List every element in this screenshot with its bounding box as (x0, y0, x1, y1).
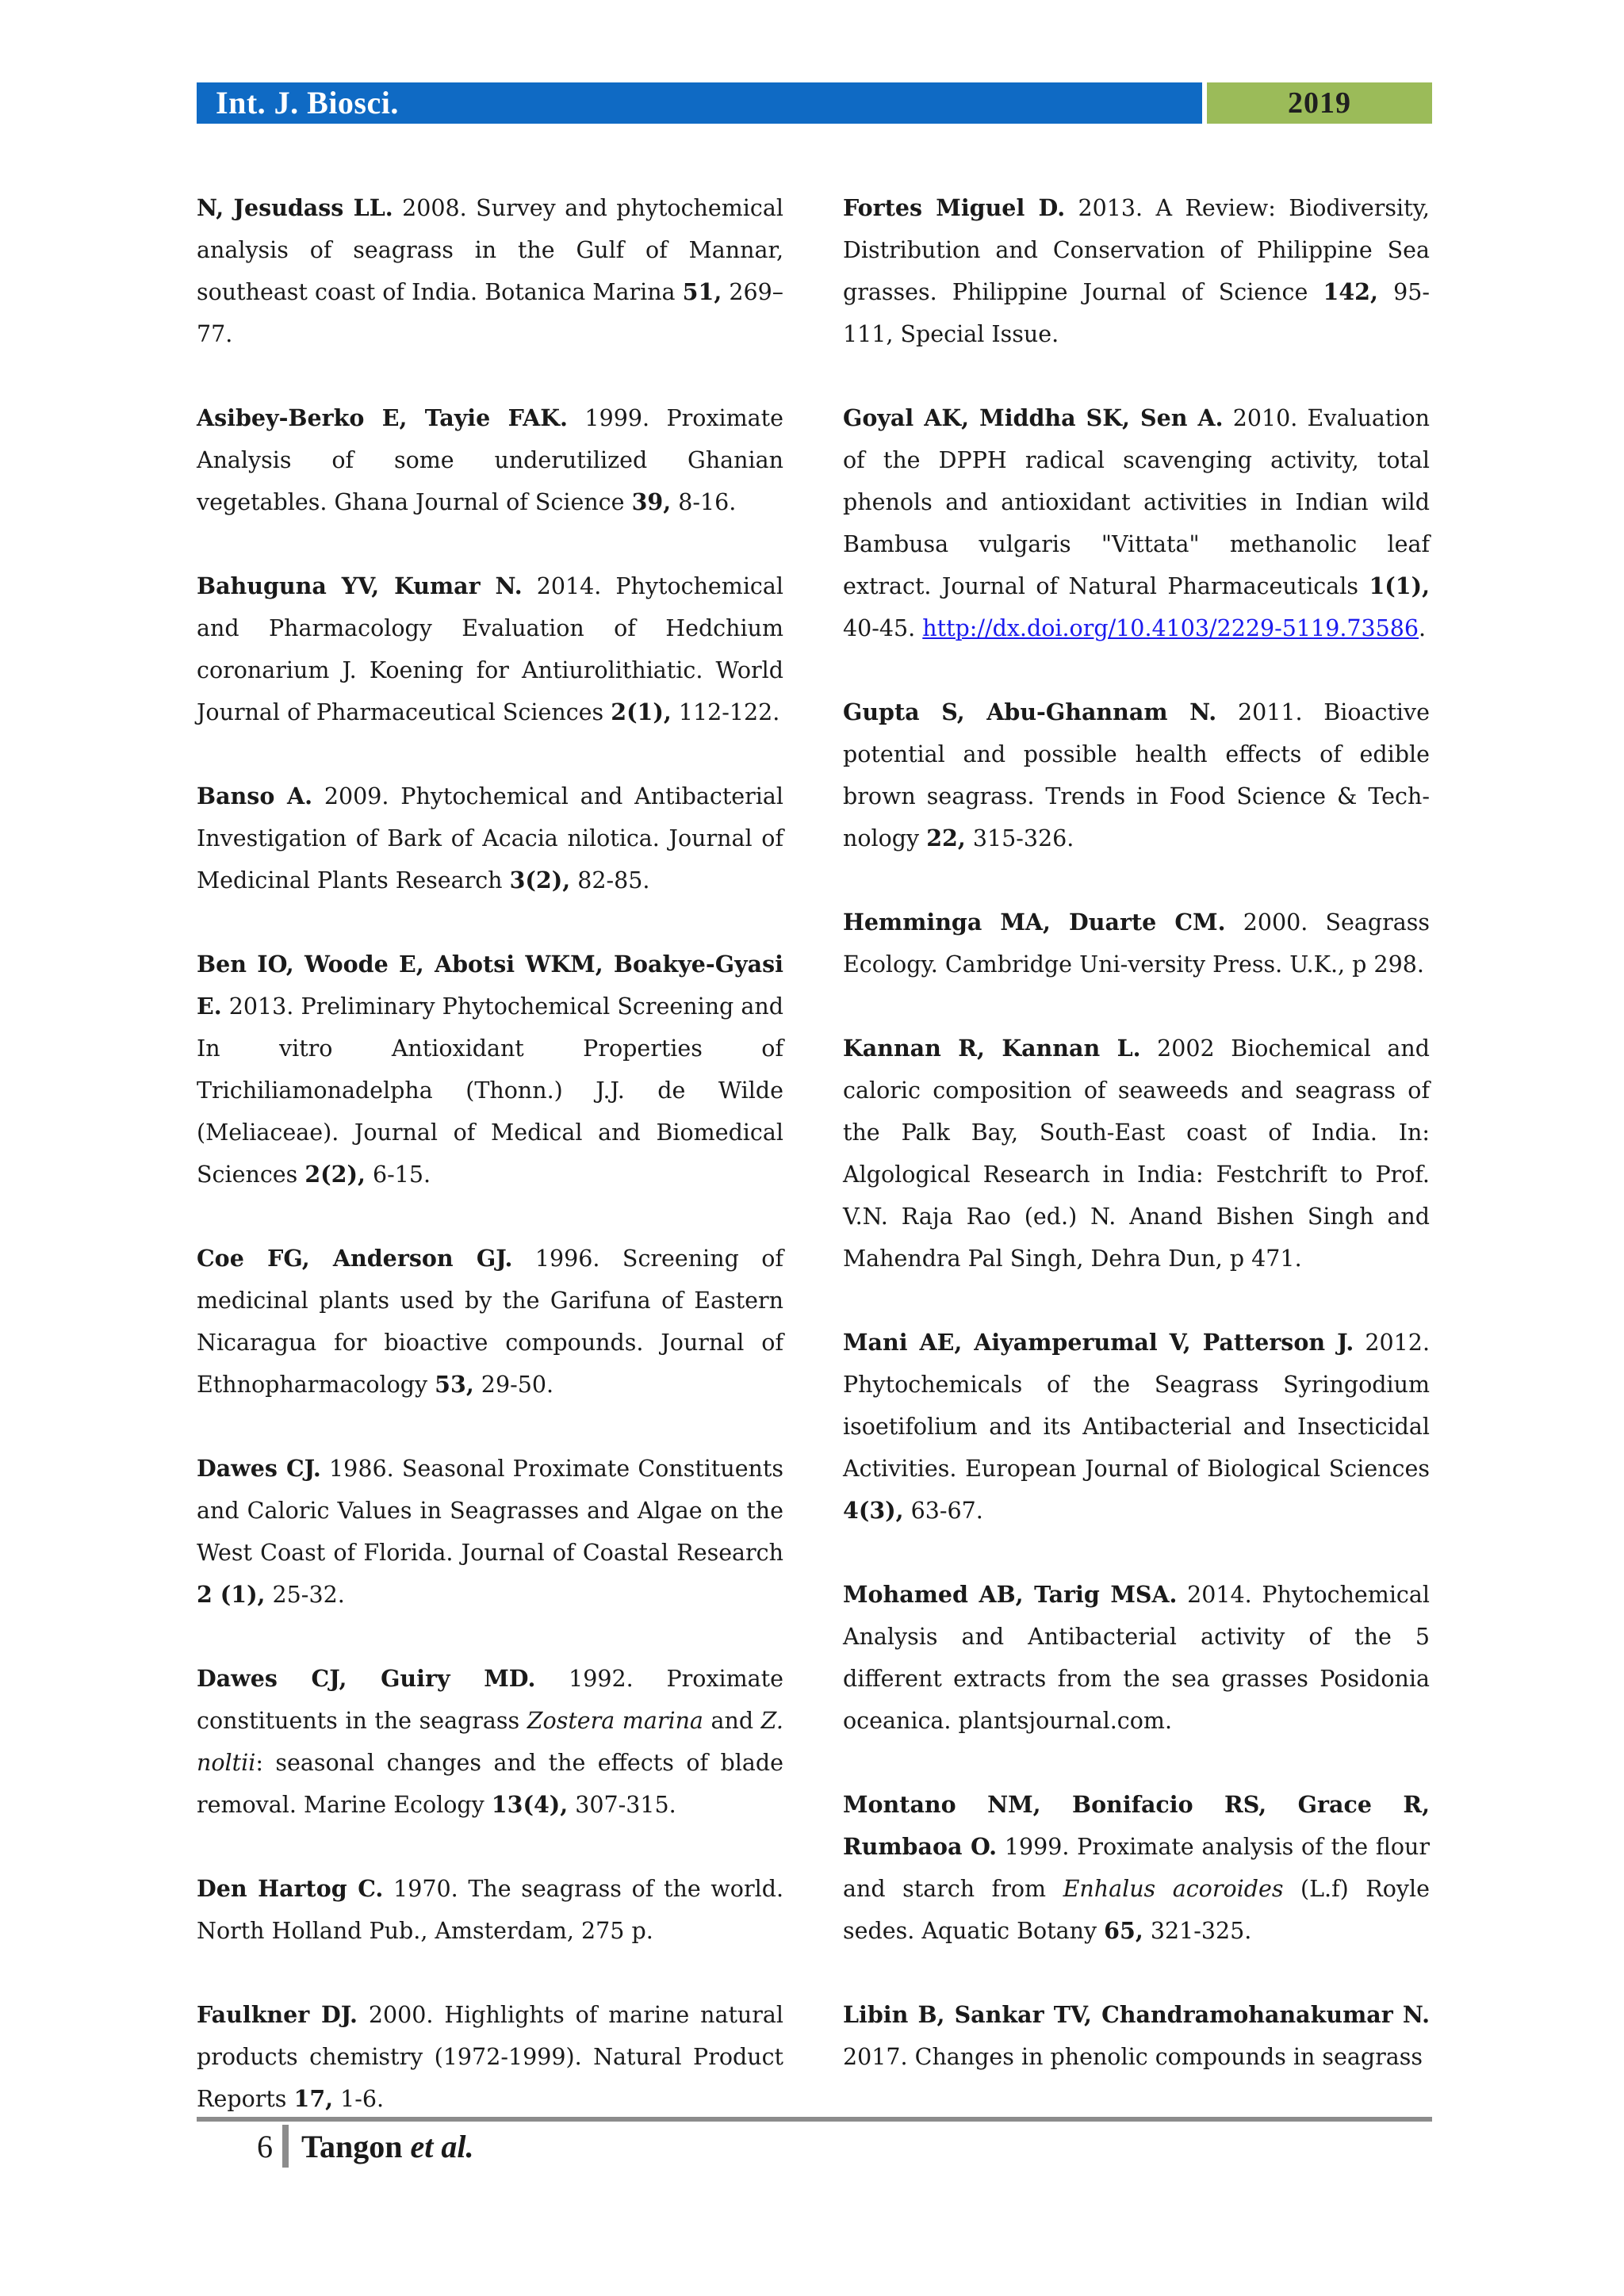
reference-text: . (1419, 615, 1427, 641)
reference-authors: 2 (1), (197, 1581, 266, 1608)
reference-fortes (843, 187, 1430, 355)
reference-authors: Mani AE, Aiyamperumal V, Patterson J. (843, 1329, 1354, 1356)
reference-text: 1970. The seagrass of the world. North Holland Pub., Amsterdam, 275 p. (197, 1876, 784, 1944)
reference-text: 8-16. (671, 489, 737, 515)
references-right-column (843, 187, 1430, 2120)
reference-authors: Montano NM, Bonifacio RS, Grace R, Rumbaoa O. (843, 1791, 1430, 1860)
reference-text: 1986. Seasonal Proximate Constituents and Caloric Values in Seagrasses and Algae on the West Coast of Florida. Journal of Coastal Research (197, 1456, 783, 1566)
reference-text: 307-315. (568, 1792, 676, 1818)
reference-authors: Coe FG, Anderson GJ. (197, 1245, 513, 1272)
reference-text: 2014. Phytochemical and Pharmacology Evaluation of Hedchium coronarium J. Koening for Antiurolithiatic. World Journal of Pharmaceutical Sciences (197, 573, 783, 725)
journal-header (197, 82, 1432, 124)
reference-text: 112-122. (671, 699, 780, 725)
reference-authors: Bahuguna YV, Kumar N. (197, 572, 523, 599)
reference-asibey-berko (197, 397, 783, 523)
reference-text: 29-50. (473, 1372, 554, 1398)
reference-text: 6-15. (365, 1161, 431, 1188)
reference-dawes-1992 (197, 1658, 783, 1826)
reference-text: 1996. Screening of medicinal plants used by the Garifuna of Eastern Nicaragua for bioactive compounds. Journal of Ethnopharmacology (197, 1246, 783, 1398)
species-name: Z. noltii (197, 1708, 783, 1776)
reference-text: 1999. Proximate Analysis of some underutilized Ghanian vegetables. Ghana Journal of Science (197, 405, 783, 515)
reference-den-hartog (197, 1868, 783, 1952)
reference-authors: 39, (631, 488, 672, 515)
reference-text: 2000. Highlights of marine natural products chemistry (1972-1999). Natural Product Reports (197, 2002, 784, 2112)
reference-goyal (843, 397, 1430, 649)
author-name: Tangon (301, 2128, 403, 2164)
reference-text: 2011. Bioactive potential and possible health effects of edible brown seagrass. Trends in Food Science & Tech-nology (843, 699, 1430, 851)
reference-authors: Fortes Miguel D. (843, 194, 1066, 221)
reference-text: 63-67. (903, 1498, 983, 1524)
reference-authors: 53, (435, 1371, 474, 1398)
reference-text: 2002 Biochemical and caloric composition of seaweeds and seagrass of the Palk Bay, South-East coast of India. In: Algological Research in India: Festchrift to Prof. V.N. Raja Rao (ed.) N. Anand Bishen Singh and Mahendra Pal Singh, Dehra Dun, p 471. (843, 1035, 1430, 1272)
page-footer (197, 2122, 473, 2171)
reference-coe (197, 1238, 783, 1406)
reference-authors: 65, (1104, 1917, 1143, 1944)
reference-text: 1-6. (333, 2086, 385, 2112)
reference-authors: Gupta S, Abu-Ghannam N. (843, 698, 1217, 725)
reference-gupta (843, 691, 1430, 859)
reference-text: 2013. Preliminary Phytochemical Screening and In vitro Antioxidant Properties of Trichiliamonadelpha (Thonn.) J.J. de Wilde (Meliaceae). Journal of Medical and Biomedical Sciences (197, 993, 783, 1188)
reference-text: 2000. Seagrass Ecology. Cambridge Uni-versity Press. U.K., p 298. (843, 909, 1431, 978)
reference-authors: Libin B, Sankar TV, Chandramohanakumar N. (843, 2001, 1430, 2028)
reference-authors: N, Jesudass LL. (197, 194, 393, 221)
reference-authors: 13(4), (491, 1791, 569, 1818)
reference-text: 82-85. (570, 867, 650, 894)
reference-libin (843, 1994, 1430, 2078)
reference-mohamed (843, 1574, 1430, 1742)
journal-year: 2019 (1207, 82, 1432, 124)
reference-text: 2014. Phytochemical Analysis and Antibacterial activity of the 5 different extracts from the sea grasses Posidonia oceanica. plantsjournal.com. (843, 1582, 1430, 1734)
reference-authors: 2(1), (611, 698, 672, 725)
reference-text: 321-325. (1143, 1918, 1252, 1944)
reference-text: 2017. Changes in phenolic compounds in seagrass (843, 2044, 1423, 2070)
doi-link[interactable]: http://dx.doi.org/10.4103/2229-5119.73586 (922, 615, 1419, 641)
references-left-column (197, 187, 783, 2162)
journal-title: Int. J. Biosci. (197, 82, 1202, 124)
reference-text: 2010. Evaluation of the DPPH radical scavenging activity, total phenols and antioxidant activities in Indian wild Bambusa vulgaris "Vittata" methanolic leaf extract. Journal of Natural Pharmaceuticals (843, 405, 1430, 599)
reference-mani (843, 1322, 1430, 1532)
reference-hemminga (843, 901, 1430, 985)
reference-authors: 17, (293, 2085, 334, 2112)
reference-faulkner (197, 1994, 783, 2120)
reference-dawes-1986 (197, 1448, 783, 1616)
reference-text: : seasonal changes and the effects of blade removal. Marine Ecology (197, 1750, 783, 1818)
reference-text: 1999. Proximate analysis of the flour and starch from (843, 1834, 1430, 1902)
reference-jesudass (197, 187, 783, 355)
reference-authors: 3(2), (509, 867, 571, 894)
reference-text: 315-326. (965, 825, 1074, 851)
reference-kannan (843, 1027, 1430, 1280)
reference-authors: Asibey-Berko E, Tayie FAK. (197, 404, 568, 431)
reference-ben (197, 943, 783, 1196)
reference-authors: 4(3), (843, 1497, 904, 1524)
reference-authors: Hemminga MA, Duarte CM. (843, 909, 1226, 936)
reference-text: 2008. Survey and phytochemical analysis of seagrass in the Gulf of Mannar, southeast coast of India. Botanica Marina (197, 195, 783, 305)
reference-authors: 51, (682, 278, 722, 305)
reference-authors: Banso A. (197, 783, 313, 809)
reference-text: 1992. Proximate constituents in the seagrass (197, 1666, 783, 1734)
reference-text: and (703, 1708, 761, 1734)
reference-text: 269–77. (197, 279, 783, 347)
reference-text: 2012. Phytochemicals of the Seagrass Syringodium isoetifolium and its Antibacterial and Insecticidal Activities. European Journal of Biological Sciences (843, 1330, 1430, 1482)
reference-montano (843, 1784, 1430, 1952)
reference-authors: Mohamed AB, Tarig MSA. (843, 1581, 1178, 1608)
reference-text: 25-32. (265, 1582, 345, 1608)
reference-authors: Dawes CJ, Guiry MD. (197, 1665, 536, 1692)
reference-text: 40-45. (843, 615, 923, 641)
reference-text: 95-111, Special Issue. (843, 279, 1430, 347)
reference-authors: 22, (926, 825, 966, 851)
reference-authors: Ben IO, Woode E, Abotsi WKM, Boakye-Gyasi E. (197, 951, 783, 1020)
reference-text: 2009. Phytochemical and Antibacterial Investigation of Bark of Acacia nilotica. Journal of Medicinal Plants Research (197, 783, 783, 894)
footer-bar (282, 2125, 289, 2168)
species-name: Zostera marina (527, 1708, 703, 1734)
reference-authors: Faulkner DJ. (197, 2001, 358, 2028)
running-author (301, 2128, 473, 2165)
reference-authors: 1(1), (1369, 572, 1430, 599)
reference-authors: Dawes CJ. (197, 1455, 321, 1482)
reference-authors: 142, (1323, 278, 1378, 305)
reference-authors: Den Hartog C. (197, 1875, 384, 1902)
reference-banso (197, 775, 783, 901)
reference-text: 2013. A Review: Biodiversity, Distribution and Conservation of Philippine Sea grasses. Philippine Journal of Science (843, 195, 1430, 305)
page-number: 6 (257, 2128, 273, 2164)
reference-text: (L.f) Royle sedes. Aquatic Botany (843, 1876, 1431, 1944)
species-name: Enhalus acoroides (1063, 1876, 1284, 1902)
reference-authors: Kannan R, Kannan L. (843, 1035, 1141, 1062)
reference-authors: 2(2), (304, 1161, 366, 1188)
reference-authors: Goyal AK, Middha SK, Sen A. (843, 404, 1224, 431)
reference-bahuguna (197, 565, 783, 733)
author-et-al: et al. (410, 2128, 474, 2164)
